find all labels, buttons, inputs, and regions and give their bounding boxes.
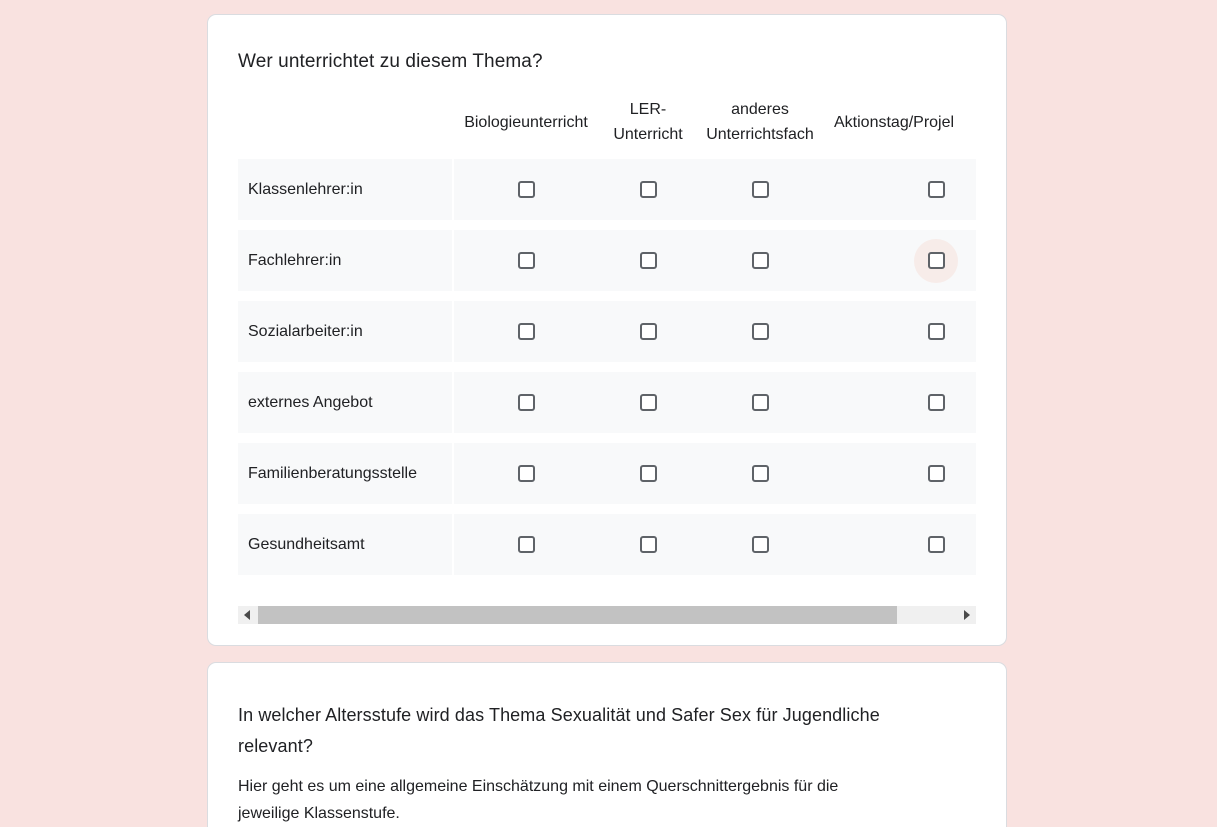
checkbox-box-icon — [640, 536, 657, 553]
checkbox-cell — [454, 443, 598, 504]
checkbox-box-icon — [640, 323, 657, 340]
horizontal-scrollbar[interactable] — [238, 606, 976, 624]
row-label: Familienberatungsstelle — [238, 443, 452, 504]
checkbox[interactable] — [504, 523, 548, 567]
checkbox-cell — [822, 372, 976, 433]
checkbox[interactable] — [914, 168, 958, 212]
checkbox-box-icon — [752, 252, 769, 269]
checkbox-box-icon — [518, 465, 535, 482]
grid-header-row — [238, 90, 976, 154]
checkbox[interactable] — [914, 523, 958, 567]
checkbox-cell — [454, 230, 598, 291]
checkbox-cell — [598, 230, 698, 291]
checkbox[interactable] — [738, 523, 782, 567]
checkbox[interactable] — [914, 239, 958, 283]
grid-rows — [238, 159, 976, 575]
checkbox-cell — [698, 301, 822, 362]
scroll-right-arrow-icon — [964, 610, 970, 620]
grid-row-5 — [238, 514, 976, 575]
checkbox[interactable] — [504, 381, 548, 425]
grid-row-4 — [238, 443, 976, 504]
checkbox-box-icon — [928, 252, 945, 269]
row-label: externes Angebot — [238, 372, 452, 433]
checkbox[interactable] — [626, 381, 670, 425]
row-label: Fachlehrer:in — [238, 230, 452, 291]
checkbox-box-icon — [518, 536, 535, 553]
checkbox-box-icon — [518, 181, 535, 198]
row-checkboxes — [454, 159, 976, 220]
checkbox-box-icon — [752, 181, 769, 198]
checkbox-box-icon — [928, 394, 945, 411]
checkbox[interactable] — [738, 452, 782, 496]
scrollbar-thumb[interactable] — [258, 606, 897, 624]
checkbox[interactable] — [914, 452, 958, 496]
checkbox-cell — [598, 372, 698, 433]
column-header-0: Biologieunterricht — [464, 113, 588, 131]
checkbox-cell — [454, 159, 598, 220]
row-checkboxes — [454, 372, 976, 433]
checkbox[interactable] — [626, 239, 670, 283]
checkbox-cell — [698, 514, 822, 575]
checkbox-box-icon — [928, 181, 945, 198]
checkbox-cell — [598, 301, 698, 362]
row-checkboxes — [454, 301, 976, 362]
checkbox-box-icon — [640, 181, 657, 198]
header-spacer — [238, 90, 454, 154]
checkbox-cell — [698, 159, 822, 220]
checkbox-cell — [822, 443, 976, 504]
checkbox-cell — [698, 443, 822, 504]
next-question-description: Hier geht es um eine allgemeine Einschätzung mit einem Querschnittergebnis für die jeweilige Klassenstufe. — [238, 778, 839, 822]
checkbox-cell — [822, 159, 976, 220]
checkbox[interactable] — [626, 310, 670, 354]
checkbox[interactable] — [738, 381, 782, 425]
row-label: Klassenlehrer:in — [238, 159, 452, 220]
grid-row-2 — [238, 301, 976, 362]
checkbox-cell — [598, 514, 698, 575]
checkbox-cell — [454, 372, 598, 433]
checkbox-box-icon — [752, 465, 769, 482]
checkbox[interactable] — [504, 239, 548, 283]
checkbox[interactable] — [504, 310, 548, 354]
checkbox-box-icon — [640, 394, 657, 411]
row-checkboxes — [454, 230, 976, 291]
checkbox[interactable] — [626, 168, 670, 212]
grid-question-title: Wer unterrichtet zu diesem Thema? — [238, 51, 543, 72]
grid-row-0 — [238, 159, 976, 220]
checkbox[interactable] — [914, 381, 958, 425]
grid-row-1 — [238, 230, 976, 291]
checkbox-cell — [822, 301, 976, 362]
next-question-title: In welcher Altersstufe wird das Thema Sexualität und Safer Sex für Jugendliche relevant? — [238, 705, 880, 756]
grid-scroll-viewport — [238, 90, 976, 585]
grid-row-3 — [238, 372, 976, 433]
row-label: Sozialarbeiter:in — [238, 301, 452, 362]
row-label: Gesundheitsamt — [238, 514, 452, 575]
column-header-1: LER-Unterricht — [613, 101, 683, 143]
row-checkboxes — [454, 514, 976, 575]
checkbox[interactable] — [914, 310, 958, 354]
checkbox-box-icon — [518, 323, 535, 340]
checkbox-cell — [822, 230, 976, 291]
checkbox-box-icon — [518, 394, 535, 411]
checkbox-box-icon — [928, 465, 945, 482]
checkbox-box-icon — [928, 536, 945, 553]
column-header-2: anderes Unterrichtsfach — [706, 101, 814, 143]
checkbox-box-icon — [752, 323, 769, 340]
checkbox-cell — [698, 230, 822, 291]
checkbox[interactable] — [738, 310, 782, 354]
checkbox-box-icon — [928, 323, 945, 340]
column-header-3: Aktionstag/Projel — [834, 113, 955, 131]
checkbox-box-icon — [752, 394, 769, 411]
checkbox[interactable] — [738, 168, 782, 212]
checkbox[interactable] — [626, 523, 670, 567]
grid-question-card — [207, 14, 1007, 646]
checkbox-box-icon — [640, 252, 657, 269]
checkbox-cell — [454, 514, 598, 575]
checkbox-box-icon — [518, 252, 535, 269]
checkbox-cell — [822, 514, 976, 575]
scroll-right-button[interactable] — [958, 606, 976, 624]
scroll-left-arrow-icon — [244, 610, 250, 620]
checkbox-box-icon — [752, 536, 769, 553]
grid-content — [238, 90, 976, 575]
checkbox-cell — [698, 372, 822, 433]
row-checkboxes — [454, 443, 976, 504]
checkbox-cell — [454, 301, 598, 362]
checkbox[interactable] — [504, 452, 548, 496]
checkbox-box-icon — [640, 465, 657, 482]
checkbox-cell — [598, 443, 698, 504]
next-question-card — [207, 662, 1007, 827]
scroll-left-button[interactable] — [238, 606, 256, 624]
checkbox[interactable] — [738, 239, 782, 283]
checkbox-cell — [598, 159, 698, 220]
checkbox[interactable] — [504, 168, 548, 212]
checkbox[interactable] — [626, 452, 670, 496]
